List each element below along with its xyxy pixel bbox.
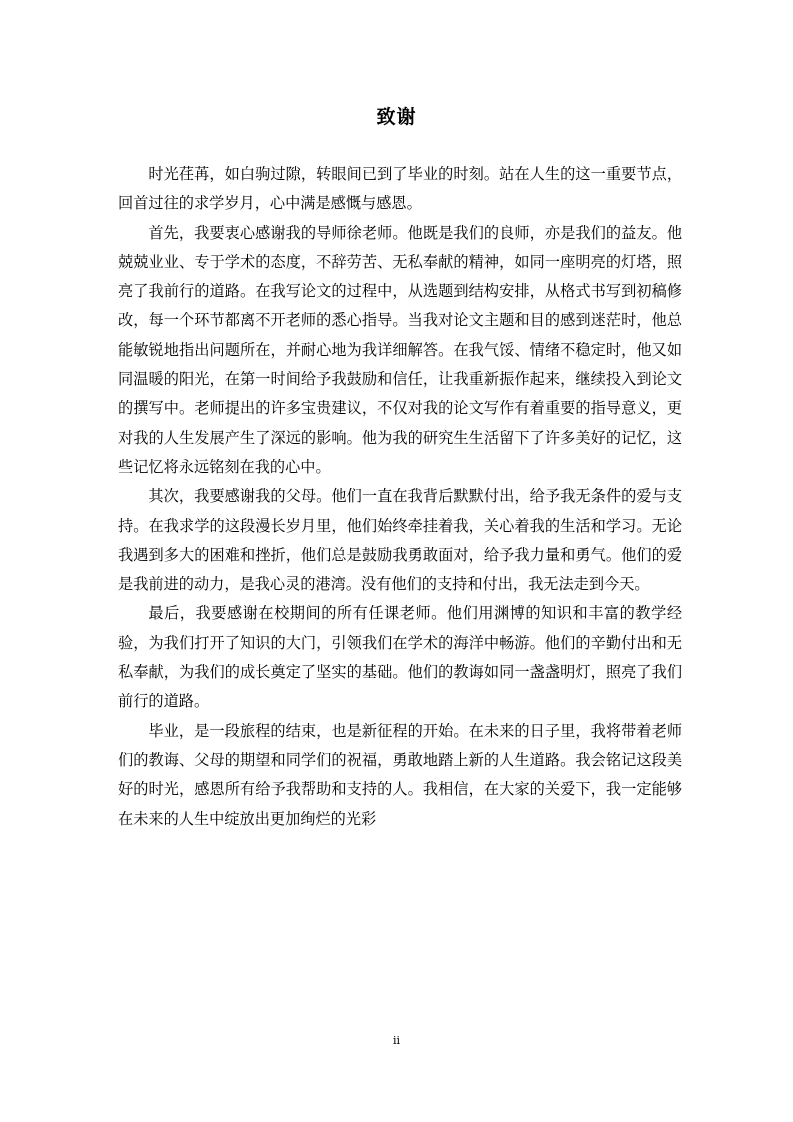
- acknowledgement-body: [118, 160, 682, 834]
- page-title: 致谢: [376, 106, 417, 128]
- paragraph-closing: 毕业，是一段旅程的结束，也是新征程的开始。在未来的日子里，我将带着老师们的教诲、父母的期望和同学们的祝福，勇敢地踏上新的人生道路。我会铭记这段美好的时光，感恩所有给予我帮助和支持的人。我相信，在大家的关爱下，我一定能够在未来的人生中绽放出更加绚烂的光彩: [118, 721, 682, 828]
- paragraph-advisor: 首先，我要衷心感谢我的导师徐老师。他既是我们的良师，亦是我们的益友。他兢兢业业、专于学术的态度，不辞劳苦、无私奉献的精神，如同一座明亮的灯塔，照亮了我前行的道路。在我写论文的过程中，从选题到结构安排，从格式书写到初稿修改，每一个环节都离不开老师的悉心指导。当我对论文主题和目的感到迷茫时，他总能敏锐地指出问题所在，并耐心地为我详细解答。在我气馁、情绪不稳定时，他又如同温暖的阳光，在第一时间给予我鼓励和信任，让我重新振作起来，继续投入到论文的撰写中。老师提出的许多宝贵建议，不仅对我的论文写作有着重要的指导意义，更对我的人生发展产生了深远的影响。他为我的研究生生活留下了许多美好的记忆，这些记忆将永远铭刻在我的心中。: [118, 223, 682, 476]
- paragraph-intro: 时光荏苒，如白驹过隙，转眼间已到了毕业的时刻。站在人生的这一重要节点，回首过往的求学岁月，心中满是感慨与感恩。: [118, 165, 682, 213]
- page-number: ii: [392, 1034, 401, 1047]
- paragraph-teachers: 最后，我要感谢在校期间的所有任课老师。他们用渊博的知识和丰富的教学经验，为我们打开了知识的大门，引领我们在学术的海洋中畅游。他们的辛勤付出和无私奉献，为我们的成长奠定了坚实的基础。他们的教诲如同一盏盏明灯，照亮了我们前行的道路。: [118, 604, 682, 711]
- paragraph-parents: 其次，我要感谢我的父母。他们一直在我背后默默付出，给予我无条件的爱与支持。在我求学的这段漫长岁月里，他们始终牵挂着我，关心着我的生活和学习。无论我遇到多大的困难和挫折，他们总是鼓励我勇敢面对，给予我力量和勇气。他们的爱是我前进的动力，是我心灵的港湾。没有他们的支持和付出，我无法走到今天。: [118, 487, 682, 594]
